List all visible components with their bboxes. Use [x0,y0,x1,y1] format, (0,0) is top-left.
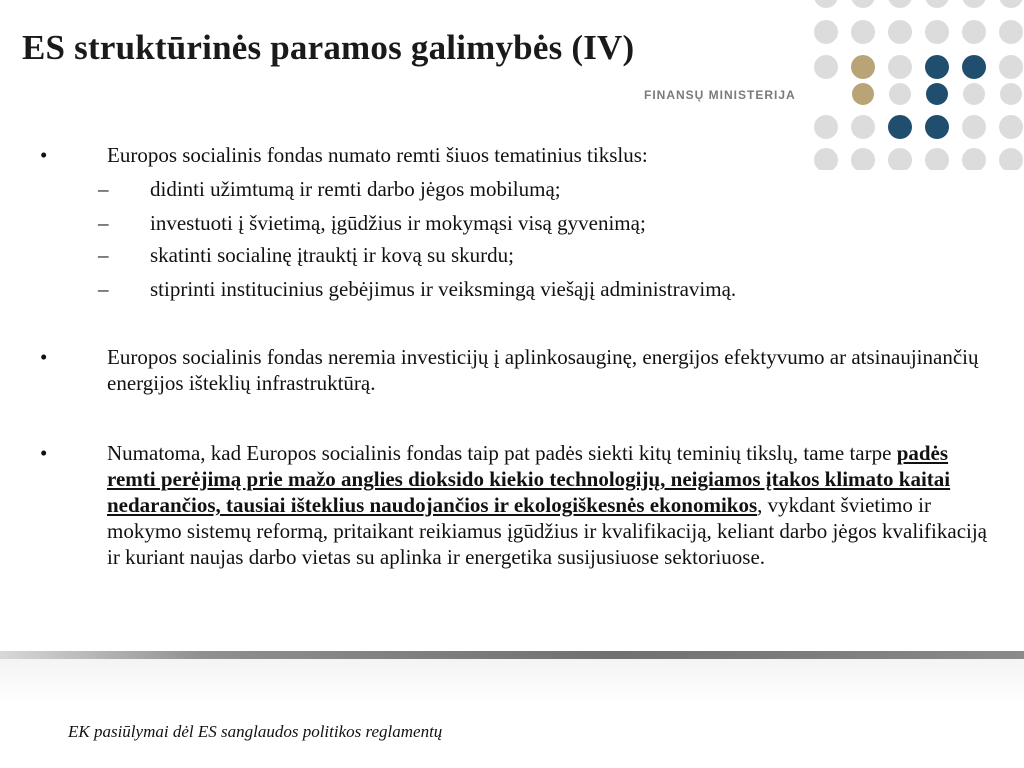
decorative-dot [962,115,986,139]
decorative-dot [888,55,912,79]
emphasized-text: padės remti perėjimą prie mažo anglies dioksido kiekio technologijų, neigiamos įtakos klimato kaitai nedarančios, tausiai išteklius naudojančios ir ekologiškesnės ekonomikos [107,441,951,517]
bullet-text: Europos socialinis fondas numato remti šiuos tematinius tikslus: [107,143,648,167]
decorative-dot [999,148,1023,170]
decorative-dot [925,0,949,8]
bullet-marker: • [40,441,48,465]
bullet-text [107,440,995,570]
decorative-dot [999,55,1023,79]
decorative-dot [999,20,1023,44]
dash-marker: – [98,211,109,235]
decorative-dot [926,83,948,105]
decorative-dot [888,20,912,44]
decorative-dot [814,115,838,139]
decorative-dot [814,20,838,44]
decorative-dot [925,55,949,79]
footer-divider [0,651,1024,659]
dash-marker: – [98,243,109,267]
dash-marker: – [98,277,109,301]
bullet-text: Europos socialinis fondas neremia investicijų į aplinkosauginę, energijos efektyvumo ar atsinaujinančių energijos išteklių infrastruktūrą. [107,345,979,395]
decorative-dot [814,0,838,8]
decorative-dot [814,55,838,79]
decorative-dot [925,115,949,139]
decorative-dot [963,83,985,105]
decorative-dot [851,0,875,8]
decorative-dot [851,55,875,79]
decorative-dot [851,20,875,44]
sub-bullet-text: skatinti socialinę įtrauktį ir kovą su skurdu; [150,243,514,267]
sub-bullet-text: didinti užimtumą ir remti darbo jėgos mobilumą; [150,177,561,201]
decorative-dot [888,0,912,8]
bullet-text-end: , vykdant švietimo ir mokymo sistemų reformą, pritaikant reikiamus įgūdžius ir kvalifikaciją, keliant darbo jėgos kvalifikaciją ir kuriant naujas darbo vietas su aplinka ir energetika susijusiuose sektoriuose. [107,493,988,569]
sub-bullet-text: investuoti į švietimą, įgūdžius ir mokymąsi visą gyvenimą; [150,211,646,235]
footer-background [0,659,1024,768]
decorative-dot [851,115,875,139]
slide-title: ES struktūrinės paramos galimybės (IV) [22,28,635,67]
bullet-marker: • [40,143,48,167]
bullet-marker: • [40,345,48,369]
decorative-dot [962,55,986,79]
decorative-dot [888,115,912,139]
ministry-logo-text: FINANSŲ MINISTERIJA [644,88,796,102]
decorative-dot [999,115,1023,139]
bullet-text-start: Numatoma, kad Europos socialinis fondas taip pat padės siekti kitų teminių tikslų, tame tarpe [107,441,897,465]
footer-text: EK pasiūlymai dėl ES sanglaudos politikos reglamentų [68,722,443,741]
dash-marker: – [98,177,109,201]
decorative-dot [852,83,874,105]
decorative-dot [889,83,911,105]
decorative-dot [962,0,986,8]
decorative-dot [962,20,986,44]
sub-bullet-text: stiprinti institucinius gebėjimus ir veiksmingą viešąjį administravimą. [150,277,737,301]
decorative-dot [1000,83,1022,105]
decorative-dot [999,0,1023,8]
decorative-dot [925,20,949,44]
